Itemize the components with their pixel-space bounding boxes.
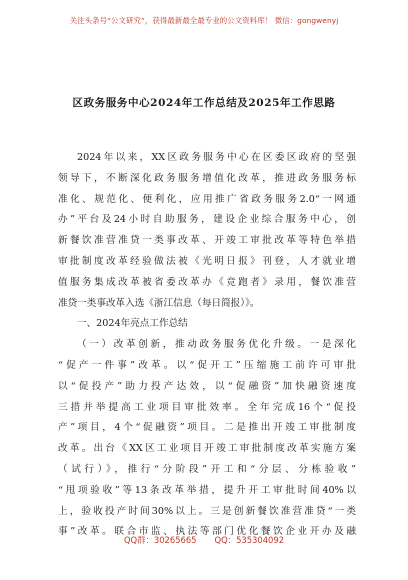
body-line: “甩项验收”等13条改革举措，提升开工审批时间40%以 xyxy=(58,484,356,496)
body-line: 值服务集成改革被省委改革办《竞跑者》录用，餐饮准营 xyxy=(58,276,356,288)
body-line: 准化、规范化、便利化，应用推广省政务服务2.0“一网通 xyxy=(58,193,356,205)
subsection-line: （一）改革创新，推动政务服务优化升级。一是深化 xyxy=(77,339,356,351)
footer-qq-group: QQ群：30265665 xyxy=(123,535,197,545)
section-heading: 一、2024年亮点工作总结 xyxy=(77,318,188,330)
body-line: 审批制度改革经验做法被《光明日报》刊登，人才就业增 xyxy=(58,255,356,267)
body-line: 上，验收投产时间30%以上。三是创新餐饮准营准贷“一类 xyxy=(58,505,356,517)
body-line: 新餐饮准营准贷一类事改革、开竣工审批改革等特色举措 xyxy=(58,235,356,247)
footer-qq-number: QQ：535304092 xyxy=(214,535,285,545)
header-promo-note: 关注头条号“公文研究”，获得最新最全最专业的公文资料库！ 微信：gongwenyj xyxy=(69,16,339,25)
body-line: 办”平台及24小时自助服务，建设企业综合服务中心，创 xyxy=(58,214,356,226)
body-line: 2024年以来，XX区政务服务中心在区委区政府的坚强 xyxy=(77,152,356,163)
body-line: “促产一件事”改革。以“促开工”压缩施工前许可审批 xyxy=(58,359,356,371)
body-line: 产”项目，4个“促融资”项目。二是推出开竣工审批制度 xyxy=(58,422,356,434)
body-line: 准贷一类事改革入选《浙江信息（每日简报）》。 xyxy=(58,297,260,309)
body-line: 领导下，不断深化政务服务增值化改革，推进政务服务标 xyxy=(58,172,356,184)
body-line: （试行）》，推行“分阶段”开工和“分层、分栋验收” xyxy=(58,463,356,475)
body-line: 事”改革。联合市监、执法等部门优化餐饮企业开办及融 xyxy=(58,526,356,538)
body-line: 三措并举提高工业项目审批效率。全年完成16个“促投 xyxy=(58,401,356,413)
document-title: 区政务服务中心2024年工作总结及2025年工作思路 xyxy=(72,97,336,109)
document-body xyxy=(58,148,356,543)
body-line: 改革。出台《XX区工业项目开竣工审批制度改革实施方案 xyxy=(58,443,356,455)
footer-contact xyxy=(0,534,408,546)
body-line: 以“促投产”助力投产达效，以“促融资”加快融资速度 xyxy=(58,380,356,392)
